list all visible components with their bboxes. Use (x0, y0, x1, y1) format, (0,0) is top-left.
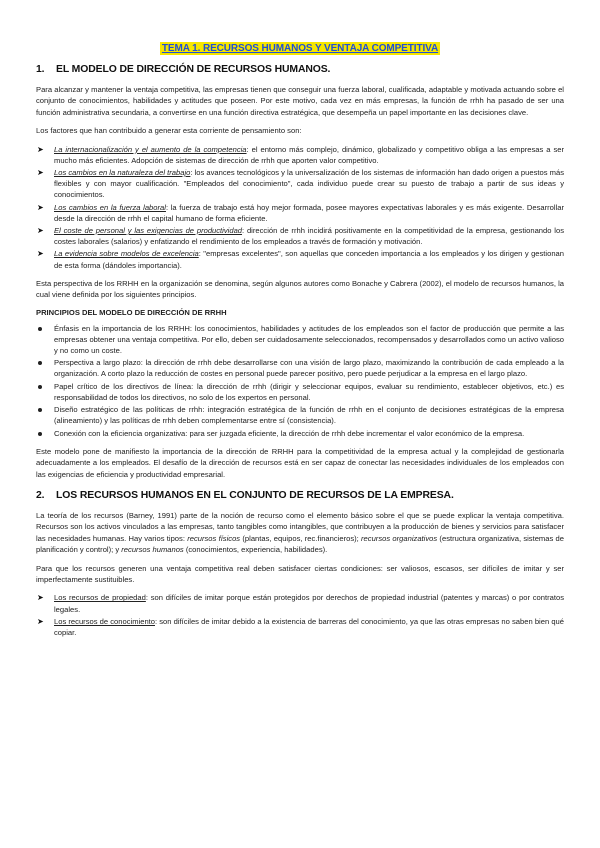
italic-term: recursos humanos (121, 545, 184, 555)
conditions-paragraph: Para que los recursos generen una ventaja competitiva real deben satisfacer ciertas condiciones: ser valiosos, escasos, ser difíciles de imitar y ser imperfectamente sustituibles. (36, 563, 564, 584)
list-item (36, 202, 564, 224)
factor-text: : "empresas excelentes", son aquellas que conceden importancia a los empleados y los dirigen y gestionan de esta forma (dándoles importancia). (54, 249, 564, 270)
list-item (36, 167, 564, 201)
factor-term: El coste de personal y las exigencias de productividad (54, 226, 243, 236)
section-2-title: LOS RECURSOS HUMANOS EN EL CONJUNTO DE RECURSOS DE LA EMPRESA. (56, 489, 454, 501)
arrow-bullet-icon: ➤ (37, 249, 44, 259)
section-2-heading (36, 490, 564, 501)
principle-text: Conexión con la eficiencia organizativa: para ser juzgada eficiente, la dirección de rrhh debe incrementar el valor económico de la empresa. (54, 428, 525, 438)
principles-heading: PRINCIPIOS DEL MODELO DE DIRECCIÓN DE RRHH (36, 307, 227, 317)
bullet-dot-icon (38, 432, 42, 436)
principle-text: Énfasis en la importancia de los RRHH: los conocimientos, habilidades y actitudes de los empleados son el factor de producción que permite a las empresas obtener una ventaja competitiva. Por ello, deben ser cuidadosamente seleccionados, recompensados y desarrollados como un activo valioso y no como un coste. (54, 323, 564, 356)
closing-paragraph: Este modelo pone de manifiesto la importancia de la dirección de RRHH para la competitividad de la empresa actual y la complejidad de gestionarla adecuadamente a los empleados. El desafío de la dirección de recursos está en ser capaz de conectar las necesidades individuales de los empleados con las exigencias de eficiencia y productividad empresarial. (36, 446, 564, 479)
section-2-number: 2. (36, 489, 45, 501)
text-span: (estructura organizativa, sistemas de planificación y control); y (36, 533, 564, 555)
factor-term: Los cambios en la naturaleza del trabajo (54, 168, 191, 178)
document-page (36, 38, 564, 645)
resources-list (36, 592, 564, 638)
principles-list (36, 323, 564, 439)
principle-text: Papel crítico de los directivos de línea: la dirección de rrhh (dirigir y seleccionar equipos, evaluar su rendimiento, establecer objetivos, etc.) es responsabilidad de todos los directivos, no solo de los expertos en personal. (54, 381, 564, 402)
text-span: (conocimientos, experiencia, habilidades). (183, 545, 328, 555)
arrow-bullet-icon: ➤ (37, 226, 44, 236)
resource-term: Los recursos de propiedad (54, 593, 146, 603)
arrow-bullet-icon: ➤ (37, 144, 44, 154)
list-item (36, 616, 564, 638)
bullet-dot-icon (38, 408, 42, 412)
factor-text: : dirección de rrhh incidirá positivamente en la competitividad de la empresa, gestionando los costes laborales (salarios) y enfatizando el rendimiento de los empleados a través de formación y motivación. (54, 226, 564, 247)
resource-text: : son difíciles de imitar porque están protegidos por derechos de propiedad industrial (patentes y marcas) o por contratos legales. (54, 593, 564, 614)
perspective-paragraph: Esta perspectiva de los RRHH en la organización se denomina, según algunos autores como Bonache y Cabrera (2002), el modelo de recursos humanos, la cual viene definida por los siguientes principios. (36, 278, 564, 300)
factors-intro: Los factores que han contribuido a generar esta corriente de pensamiento son: (36, 126, 302, 136)
bullet-dot-icon (38, 327, 42, 331)
italic-term: recursos organizativos (361, 533, 438, 543)
principle-text: Perspectiva a largo plazo: la dirección de rrhh debe desarrollarse con una visión de largo plazo, maximizando la contribución de cada empleado a la organización. A corto plazo la reducción de costes en personal puede parecer positivo, pero puede perjudicar a la empresa en el largo plazo. (54, 358, 564, 379)
list-item (36, 323, 564, 357)
factors-list (36, 144, 564, 271)
resource-term: Los recursos de conocimiento (54, 616, 155, 626)
title-wrap (36, 38, 564, 56)
factor-text: : el entorno más complejo, dinámico, globalizado y competitivo obliga a las empresas a ser mucho más eficientes. Adopción de sistemas de dirección de rrhh que aporten valor competitivo. (54, 144, 564, 165)
list-item (36, 592, 564, 614)
factor-text: : los avances tecnológicos y la universalización de los sistemas de información han dado origen a puestos más flexibles y con mayor cualificación. "Empleados del conocimiento", cada individuo puede crear su puesto de trabajo a partir de sus ideas y conocimientos. (54, 168, 564, 200)
arrow-bullet-icon: ➤ (37, 168, 44, 178)
factor-term: La evidencia sobre modelos de excelencia (54, 249, 199, 259)
arrow-bullet-icon: ➤ (37, 202, 44, 212)
list-item (36, 225, 564, 247)
section-1-intro: Para alcanzar y mantener la ventaja competitiva, las empresas tienen que conseguir una fuerza laboral, cualificada, adaptable y motivada actuando sobre el conjunto de conocimientos, habilidades y actitudes que poseen. Por este motivo, cada vez en más empresas, la función de rrhh ha pasado de ser una función administrativa secundaria, a convertirse en una función directiva estratégica, que desempeña un papel importante en las decisiones clave. (36, 85, 564, 117)
document-title: TEMA 1. RECURSOS HUMANOS Y VENTAJA COMPETITIVA (161, 43, 439, 54)
list-item (36, 381, 564, 403)
list-item (36, 248, 564, 270)
section-1-heading (36, 64, 564, 75)
list-item (36, 428, 564, 439)
text-span: La teoría de los recursos (Barney, 1991) parte de la noción de recurso como el elemento básico sobre el que se puede explicar la ventaja competitiva. Recursos son los activos vinculados a las empresas, tanto tangibles como intangibles, que contribuyen a la producción de bienes y servicios para satisfacer las necesidades humanas. Hay varios tipos: (36, 510, 564, 543)
factor-text: : la fuerza de trabajo está hoy mejor formada, posee mayores expectativas laborales y es más exigente. Desarrollar desde la dirección de rrhh el capital humano de forma eficiente. (54, 202, 565, 223)
italic-term: recursos físicos (187, 533, 241, 543)
resources-theory-paragraph (36, 510, 564, 556)
bullet-dot-icon (38, 385, 42, 389)
resource-text: : son difíciles de imitar debido a la existencia de barreras del conocimiento, ya que las otras empresas no saben bien qué copiar. (54, 616, 564, 637)
bullet-dot-icon (38, 361, 42, 365)
factor-term: Los cambios en la fuerza laboral (54, 202, 166, 212)
list-item (36, 404, 564, 426)
factor-term: La internacionalización y el aumento de la competencia (54, 144, 247, 154)
principle-text: Diseño estratégico de las políticas de rrhh: integración estratégica de la función de rrhh en el conjunto de decisiones estratégicas de la empresa (alineamiento) y las políticas de rrhh deben complementarse entre sí (consistencia). (54, 405, 564, 426)
arrow-bullet-icon: ➤ (37, 616, 44, 626)
section-1-number: 1. (36, 64, 45, 75)
list-item (36, 357, 564, 379)
list-item (36, 144, 564, 166)
text-span: (plantas, equipos, rec.financieros); (240, 533, 362, 543)
arrow-bullet-icon: ➤ (37, 593, 44, 603)
section-1-title: EL MODELO DE DIRECCIÓN DE RECURSOS HUMANOS. (56, 64, 331, 75)
